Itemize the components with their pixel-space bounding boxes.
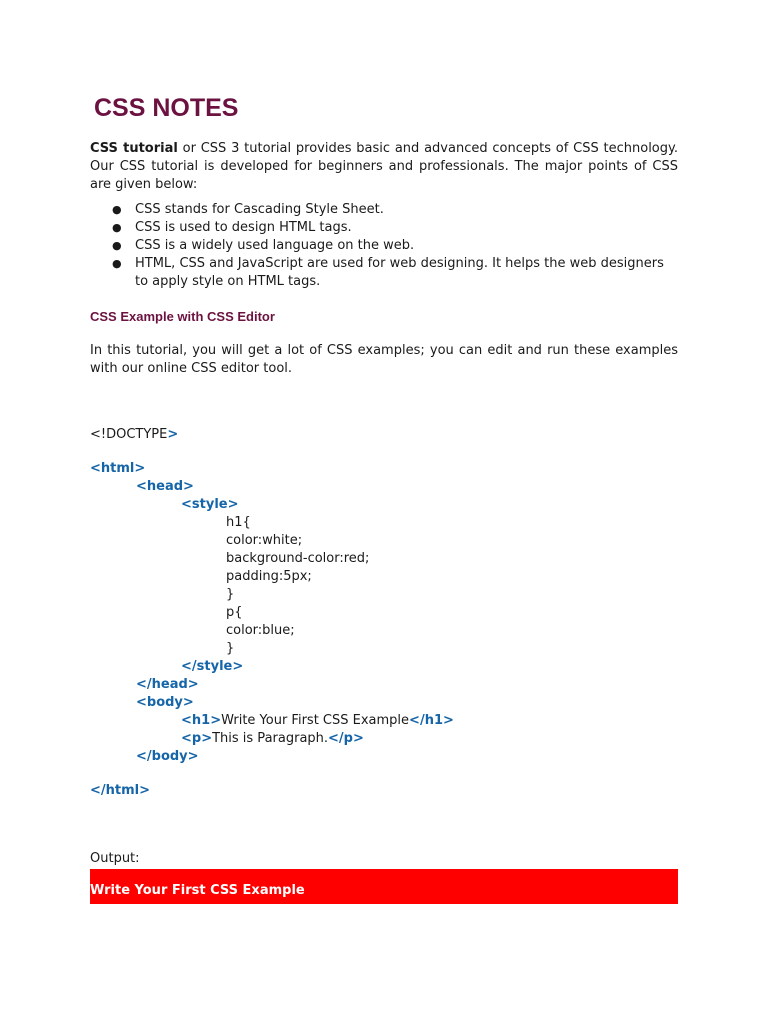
html-open-tag: <html>: [90, 461, 146, 476]
h1-close-tag: </h1>: [409, 713, 454, 728]
code-line-doctype: [90, 426, 678, 444]
p-open-tag: <p>: [181, 731, 213, 746]
code-line-body-open: [90, 694, 678, 712]
code-line-body-close: [90, 748, 678, 766]
style-close-tag: </style>: [181, 659, 244, 674]
head-open-tag: <head>: [136, 479, 194, 494]
code-example: [90, 426, 678, 800]
code-line-head-close: [90, 676, 678, 694]
code-line-html-close: [90, 782, 678, 800]
bullet-icon: ●: [112, 221, 122, 234]
code-line-css: padding:5px;: [226, 569, 312, 584]
code-line-style-open: [90, 496, 678, 514]
code-line-css: color:blue;: [226, 623, 295, 638]
output-preview: [90, 869, 678, 904]
list-item-text: HTML, CSS and JavaScript are used for web designing. It helps the web designers to apply style on HTML tags.: [135, 256, 664, 289]
code-line-html-open: [90, 460, 678, 478]
output-label: Output:: [90, 851, 140, 866]
section-heading: CSS Example with CSS Editor: [90, 309, 275, 324]
code-line-style-close: [90, 658, 678, 676]
list-item-text: CSS stands for Cascading Style Sheet.: [135, 202, 384, 217]
p-close-tag: </p>: [328, 731, 364, 746]
h1-open-tag: <h1>: [181, 713, 222, 728]
list-item: [90, 255, 678, 291]
intro-text: or CSS 3 tutorial provides basic and advanced concepts of CSS technology. Our CSS tutorial is developed for beginners and professionals. The major points of CSS are given below:: [90, 141, 678, 192]
code-line-css: }: [226, 641, 235, 656]
code-line-css: background-color:red;: [226, 551, 370, 566]
list-item: [90, 201, 678, 219]
code-line-css: p{: [226, 605, 243, 620]
list-item: [90, 237, 678, 255]
h1-text: Write Your First CSS Example: [221, 713, 410, 728]
example-intro-paragraph: In this tutorial, you will get a lot of CSS examples; you can edit and run these examples with our online CSS editor tool.: [90, 343, 678, 376]
p-text: This is Paragraph.: [212, 731, 329, 746]
code-line-head-open: [90, 478, 678, 496]
body-open-tag: <body>: [136, 695, 194, 710]
intro-paragraph: [90, 140, 678, 194]
bullet-icon: ●: [112, 203, 122, 216]
code-line-p: [90, 730, 678, 748]
bullet-icon: ●: [112, 239, 122, 252]
code-line-css: h1{: [226, 515, 251, 530]
intro-bold-term: CSS tutorial: [90, 141, 178, 156]
list-item: [90, 219, 678, 237]
head-close-tag: </head>: [136, 677, 199, 692]
code-line-h1: [90, 712, 678, 730]
code-line-css: color:white;: [226, 533, 303, 548]
bullet-icon: ●: [112, 257, 122, 270]
code-line-css: }: [226, 587, 235, 602]
list-item-text: CSS is a widely used language on the web.: [135, 238, 415, 253]
html-close-tag: </html>: [90, 783, 151, 798]
css-points-list: [90, 201, 678, 291]
style-open-tag: <style>: [181, 497, 239, 512]
doctype-text: <!DOCTYPE: [90, 427, 168, 442]
doctype-close: >: [167, 427, 179, 442]
list-item-text: CSS is used to design HTML tags.: [135, 220, 352, 235]
page-title: CSS NOTES: [94, 94, 239, 122]
output-preview-text: Write Your First CSS Example: [90, 883, 305, 898]
body-close-tag: </body>: [136, 749, 199, 764]
